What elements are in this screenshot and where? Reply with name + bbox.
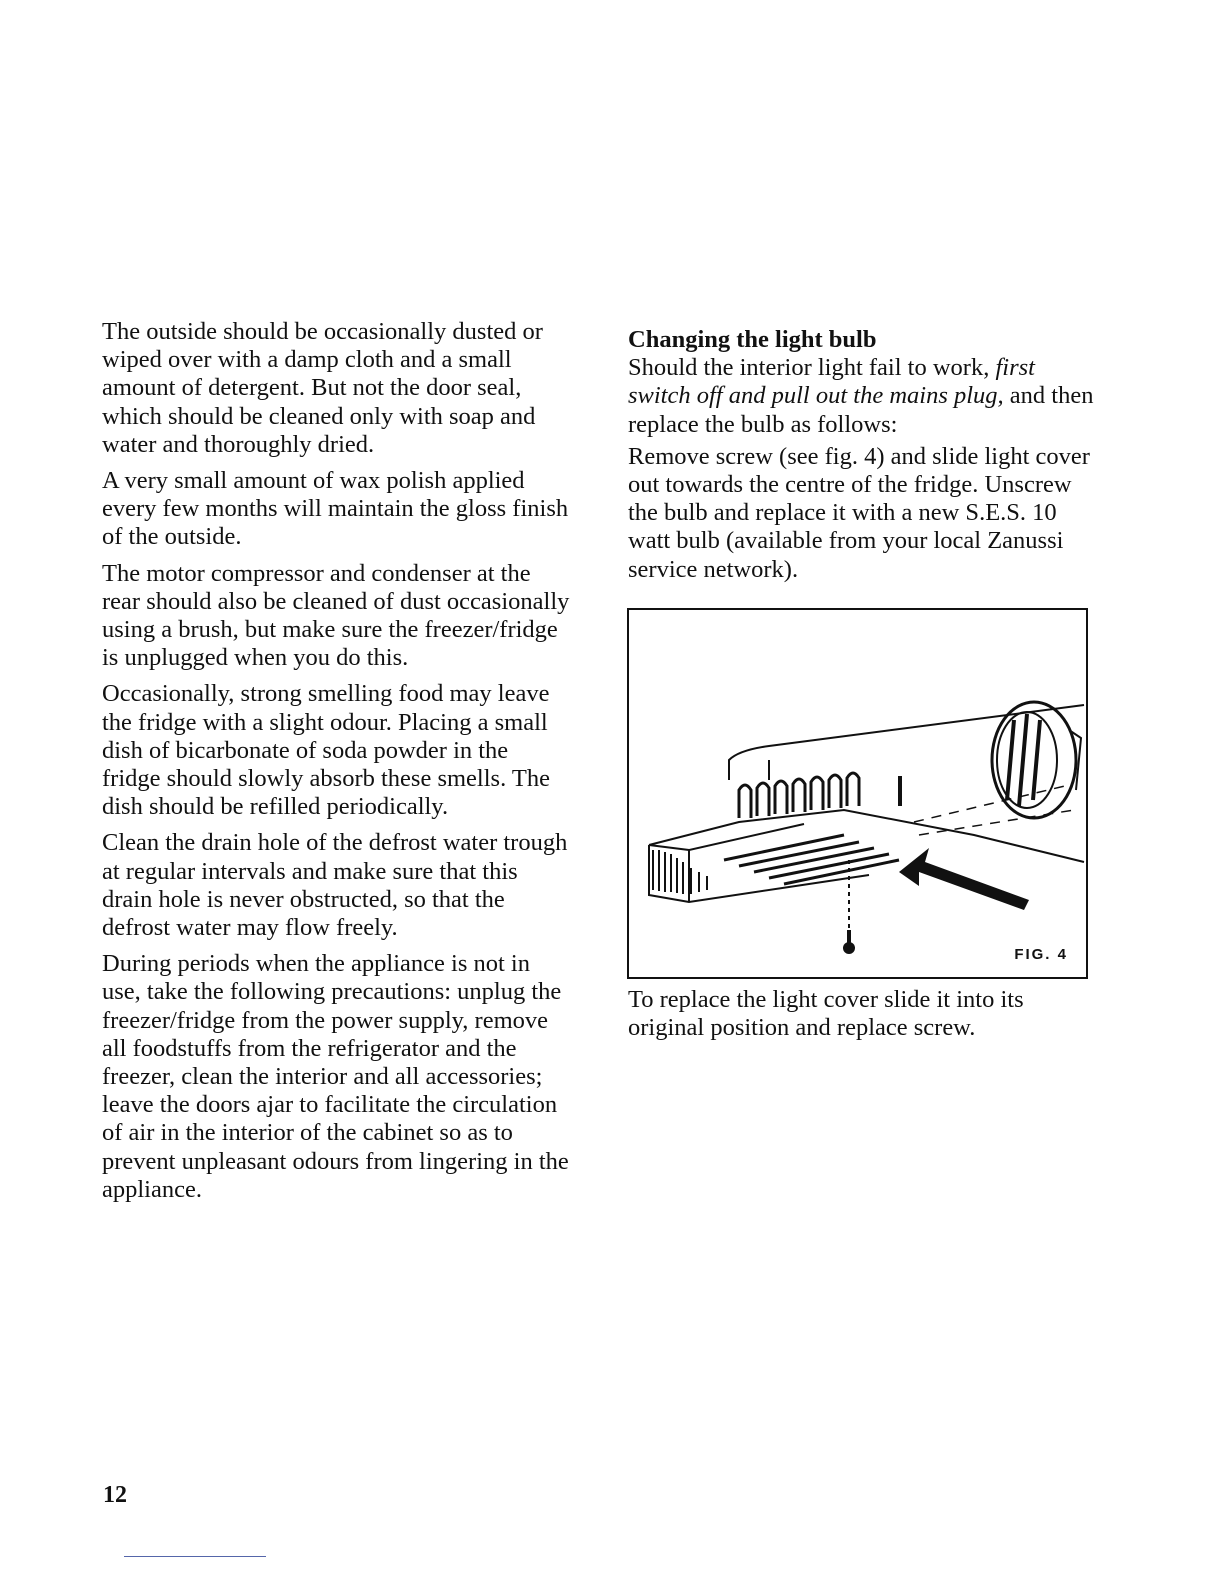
intro-italic: first switch off and pull out the mains plug, (628, 354, 1035, 410)
section-heading: Changing the light bulb (628, 326, 877, 353)
intro-end: and then replace the bulb as follows: (628, 382, 1094, 438)
left-column (102, 318, 572, 1212)
bottom-rule (124, 1556, 266, 1557)
figure-4 (627, 608, 1088, 979)
light-cover-illustration (629, 610, 1086, 977)
paragraph-not-in-use: During periods when the appliance is not in use, take the following precautions: unplug the freezer/fridge from the power supply, remove all foodstuffs from the refrigerator and the freezer, clean the interior and all accessories; leave the doors ajar to facilitate the circulation of air in the interior of the cabinet so as to prevent unpleasant odours from lingering in the appliance. (102, 950, 569, 1203)
paragraph-light-intro (628, 354, 1098, 439)
intro-text: Should the interior light fail to work, (628, 354, 996, 382)
paragraph-drain-hole: Clean the drain hole of the defrost water trough at regular intervals and make sure that this drain hole is never obstructed, so that the defrost water may flow freely. (102, 829, 568, 942)
right-column (628, 326, 1098, 588)
paragraph-odour: Occasionally, strong smelling food may leave the fridge with a slight odour. Placing a small dish of bicarbonate of soda powder in the fridge should slowly absorb these smells. The dish should be refilled periodically. (102, 680, 550, 821)
paragraph-compressor: The motor compressor and condenser at the rear should also be cleaned of dust occasionally using a brush, but make sure the freezer/fridge is unplugged when you do this. (102, 559, 570, 672)
figure-label: FIG. 4 (1014, 946, 1068, 963)
paragraph-remove-screw: Remove screw (see fig. 4) and slide light cover out towards the centre of the fridge. Unscrew the bulb and replace it with a new S.E.S. 10 watt bulb (available from your local Zanussi service network). (628, 442, 1090, 583)
figure-caption: To replace the light cover slide it into its original position and replace screw. (628, 986, 1024, 1042)
paragraph-wax-polish: A very small amount of wax polish applied every few months will maintain the gloss finish of the outside. (102, 467, 569, 551)
page-number: 12 (103, 1482, 127, 1508)
paragraph-cleaning-outside: The outside should be occasionally dusted or wiped over with a damp cloth and a small amount of detergent. But not the door seal, which should be cleaned only with soap and water and thoroughly dried. (102, 318, 543, 458)
